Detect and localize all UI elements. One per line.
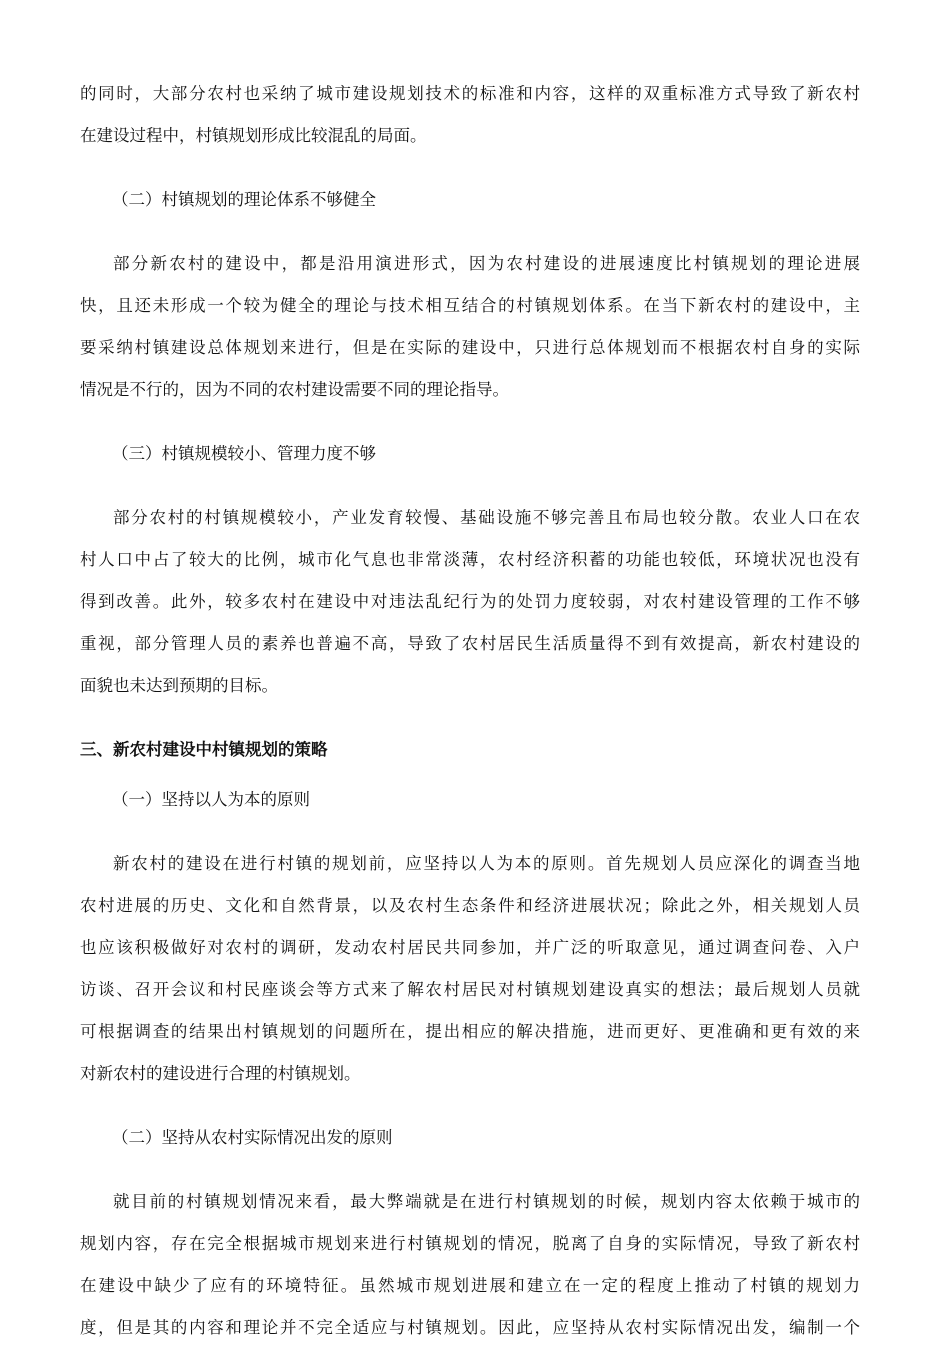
text-line: 部分新农村的建设中，都是沿用演进形式，因为农村建设的进展速度比村镇规划的理论进展 xyxy=(113,254,860,273)
paragraph-2 xyxy=(80,243,860,411)
paragraph-5 xyxy=(80,1181,860,1349)
paragraph-1 xyxy=(80,73,860,157)
subheading-3-1: （一）坚持以人为本的原则 xyxy=(112,790,310,809)
text-line: 村人口中占了较大的比例，城市化气息也非常淡薄，农村经济积蓄的功能也较低，环境状况也没有 xyxy=(80,550,860,569)
text-line: 要采纳村镇建设总体规划来进行，但是在实际的建设中，只进行总体规划而不根据农村自身的实际 xyxy=(80,338,860,357)
text-line: 规划内容，存在完全根据城市规划来进行村镇规划的情况，脱离了自身的实际情况，导致了新农村 xyxy=(80,1234,860,1253)
text-line: 情况是不行的，因为不同的农村建设需要不同的理论指导。 xyxy=(80,380,509,399)
subheading-2-3: （三）村镇规模较小、管理力度不够 xyxy=(112,444,376,463)
text-line: 在建设中缺少了应有的环境特征。虽然城市规划进展和建立在一定的程度上推动了村镇的规划力 xyxy=(80,1276,860,1295)
section-heading-3: 三、新农村建设中村镇规划的策略 xyxy=(80,740,328,759)
text-line: 也应该积极做好对农村的调研，发动农村居民共同参加，并广泛的听取意见，通过调查问卷、入户 xyxy=(80,938,860,957)
paragraph-3 xyxy=(80,497,860,707)
text-line: 得到改善。此外，较多农村在建设中对违法乱纪行为的处罚力度较弱，对农村建设管理的工作不够 xyxy=(80,592,860,611)
paragraph-4 xyxy=(80,843,860,1095)
subheading-3-2: （二）坚持从农村实际情况出发的原则 xyxy=(112,1128,393,1147)
text-line: 重视，部分管理人员的素养也普遍不高，导致了农村居民生活质量得不到有效提高，新农村建设的 xyxy=(80,634,860,653)
text-line: 度，但是其的内容和理论并不完全适应与村镇规划。因此，应坚持从农村实际情况出发，编制一个 xyxy=(80,1318,860,1337)
text-line: 的同时，大部分农村也采纳了城市建设规划技术的标准和内容，这样的双重标准方式导致了新农村 xyxy=(80,84,860,103)
document-page xyxy=(80,73,860,1349)
text-line: 就目前的村镇规划情况来看，最大弊端就是在进行村镇规划的时候，规划内容太依赖于城市的 xyxy=(113,1192,860,1211)
text-line: 面貌也未达到预期的目标。 xyxy=(80,676,278,695)
text-line: 访谈、召开会议和村民座谈会等方式来了解农村居民对村镇规划建设真实的想法；最后规划人员就 xyxy=(80,980,860,999)
text-line: 新农村的建设在进行村镇的规划前，应坚持以人为本的原则。首先规划人员应深化的调查当地 xyxy=(113,854,860,873)
text-line: 可根据调查的结果出村镇规划的问题所在，提出相应的解决措施，进而更好、更准确和更有效的来 xyxy=(80,1022,860,1041)
text-line: 部分农村的村镇规模较小，产业发育较慢、基础设施不够完善且布局也较分散。农业人口在农 xyxy=(113,508,860,527)
subheading-2-2: （二）村镇规划的理论体系不够健全 xyxy=(112,190,376,209)
text-line: 对新农村的建设进行合理的村镇规划。 xyxy=(80,1064,361,1083)
text-line: 农村进展的历史、文化和自然背景，以及农村生态条件和经济进展状况；除此之外，相关规划人员 xyxy=(80,896,860,915)
text-line: 在建设过程中，村镇规划形成比较混乱的局面。 xyxy=(80,126,427,145)
text-line: 快，且还未形成一个较为健全的理论与技术相互结合的村镇规划体系。在当下新农村的建设中，主 xyxy=(80,296,860,315)
